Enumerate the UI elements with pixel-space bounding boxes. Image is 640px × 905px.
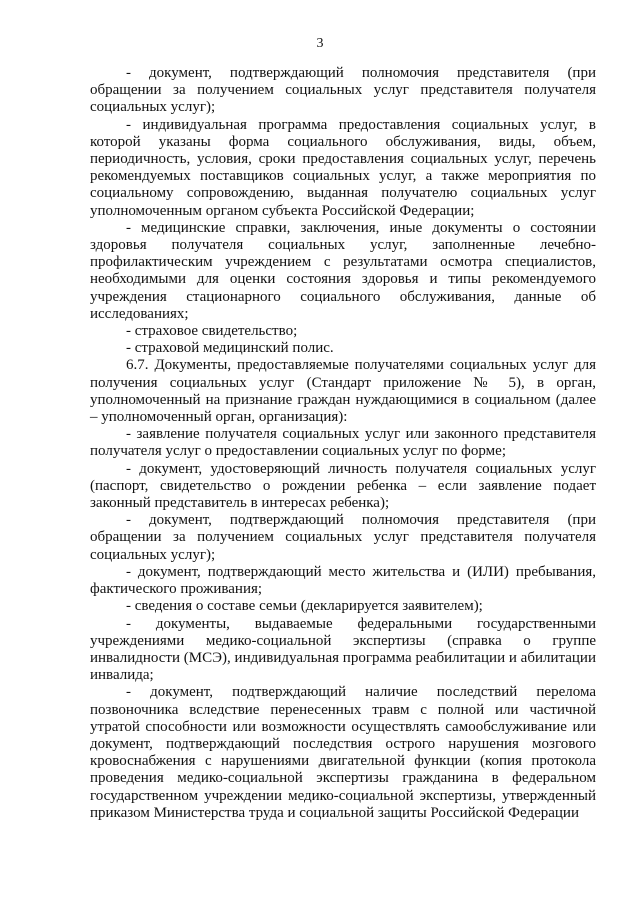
page-number: 3 (316, 36, 324, 51)
paragraph-identity-document: - документ, удостоверяющий личность получателя социальных услуг (паспорт, свидетельство о рождении ребенка – если заявление подает законный представитель в интересах ребенка); (90, 460, 596, 512)
paragraph-medical-policy: - страховой медицинский полис. (126, 340, 334, 357)
paragraph-medical-certificates: - медицинские справки, заключения, иные документы о состоянии здоровья получателя социальных услуг, заполненные лечебно-профилактическим учреждением с результатами осмотра специалистов, необходимыми для оценки состояния здоровья и типы рекомендуемого учреждения стационарного социального обслуживания, данные об исследованиях; (90, 219, 596, 322)
paragraph-representative-authority-2: - документ, подтверждающий полномочия представителя (при обращении за получением социальных услуг представителя получателя социальных услуг); (90, 512, 596, 563)
paragraph-residence: - документ, подтверждающий место жительства и (ИЛИ) пребывания, фактического проживания; (90, 563, 596, 598)
paragraph-section-6-7: 6.7. Документы, предоставляемые получателями социальных услуг для получения социальных услуг (Стандарт приложение № 5), в орган, уполномоченный на признание граждан нуждающимися в социальном (далее – уполномоченный орган, организация): (90, 357, 596, 426)
paragraph-spine-fracture: - документ, подтверждающий наличие последствий перелома позвоночника вследствие перенесенных травм с полной или частичной утратой способности или возможности осуществлять самообслуживание или документ, подтверждающий последствия острого нарушения мозгового кровоснабжения с нарушениями двигательной функции (копия протокола проведения медико-социальной экспертизы гражданина в федеральном государственном учреждении медико-социальной экспертизы, утвержденный приказом Министерства труда и социальной защиты Российской Федерации (90, 684, 596, 821)
paragraph-application: - заявление получателя социальных услуг или законного представителя получателя услуг о предоставлении социальных услуг по форме; (90, 426, 596, 460)
paragraph-representative-authority: - документ, подтверждающий полномочия представителя (при обращении за получением социальных услуг представителя получателя социальных услуг); (90, 65, 596, 116)
paragraph-individual-program: - индивидуальная программа предоставления социальных услуг, в которой указаны форма социального обслуживания, виды, объем, периодичность, условия, сроки предоставления социальных услуг, перечень рекомендуемых поставщиков социальных услуг, а также мероприятия по социальному сопровождению, выданная получателю социальных услуг уполномоченным органом субъекта Российской Федерации; (90, 116, 596, 219)
document-body (90, 65, 596, 822)
paragraph-mse-documents: - документы, выдаваемые федеральными государственными учреждениями медико-социальной экспертизы (справка о группе инвалидности (МСЭ), индивидуальная программа реабилитации и абилитации инвалида; (90, 615, 596, 684)
paragraph-family-composition: - сведения о составе семьи (декларируется заявителем); (126, 598, 483, 615)
paragraph-insurance-certificate: - страховое свидетельство; (126, 323, 298, 340)
